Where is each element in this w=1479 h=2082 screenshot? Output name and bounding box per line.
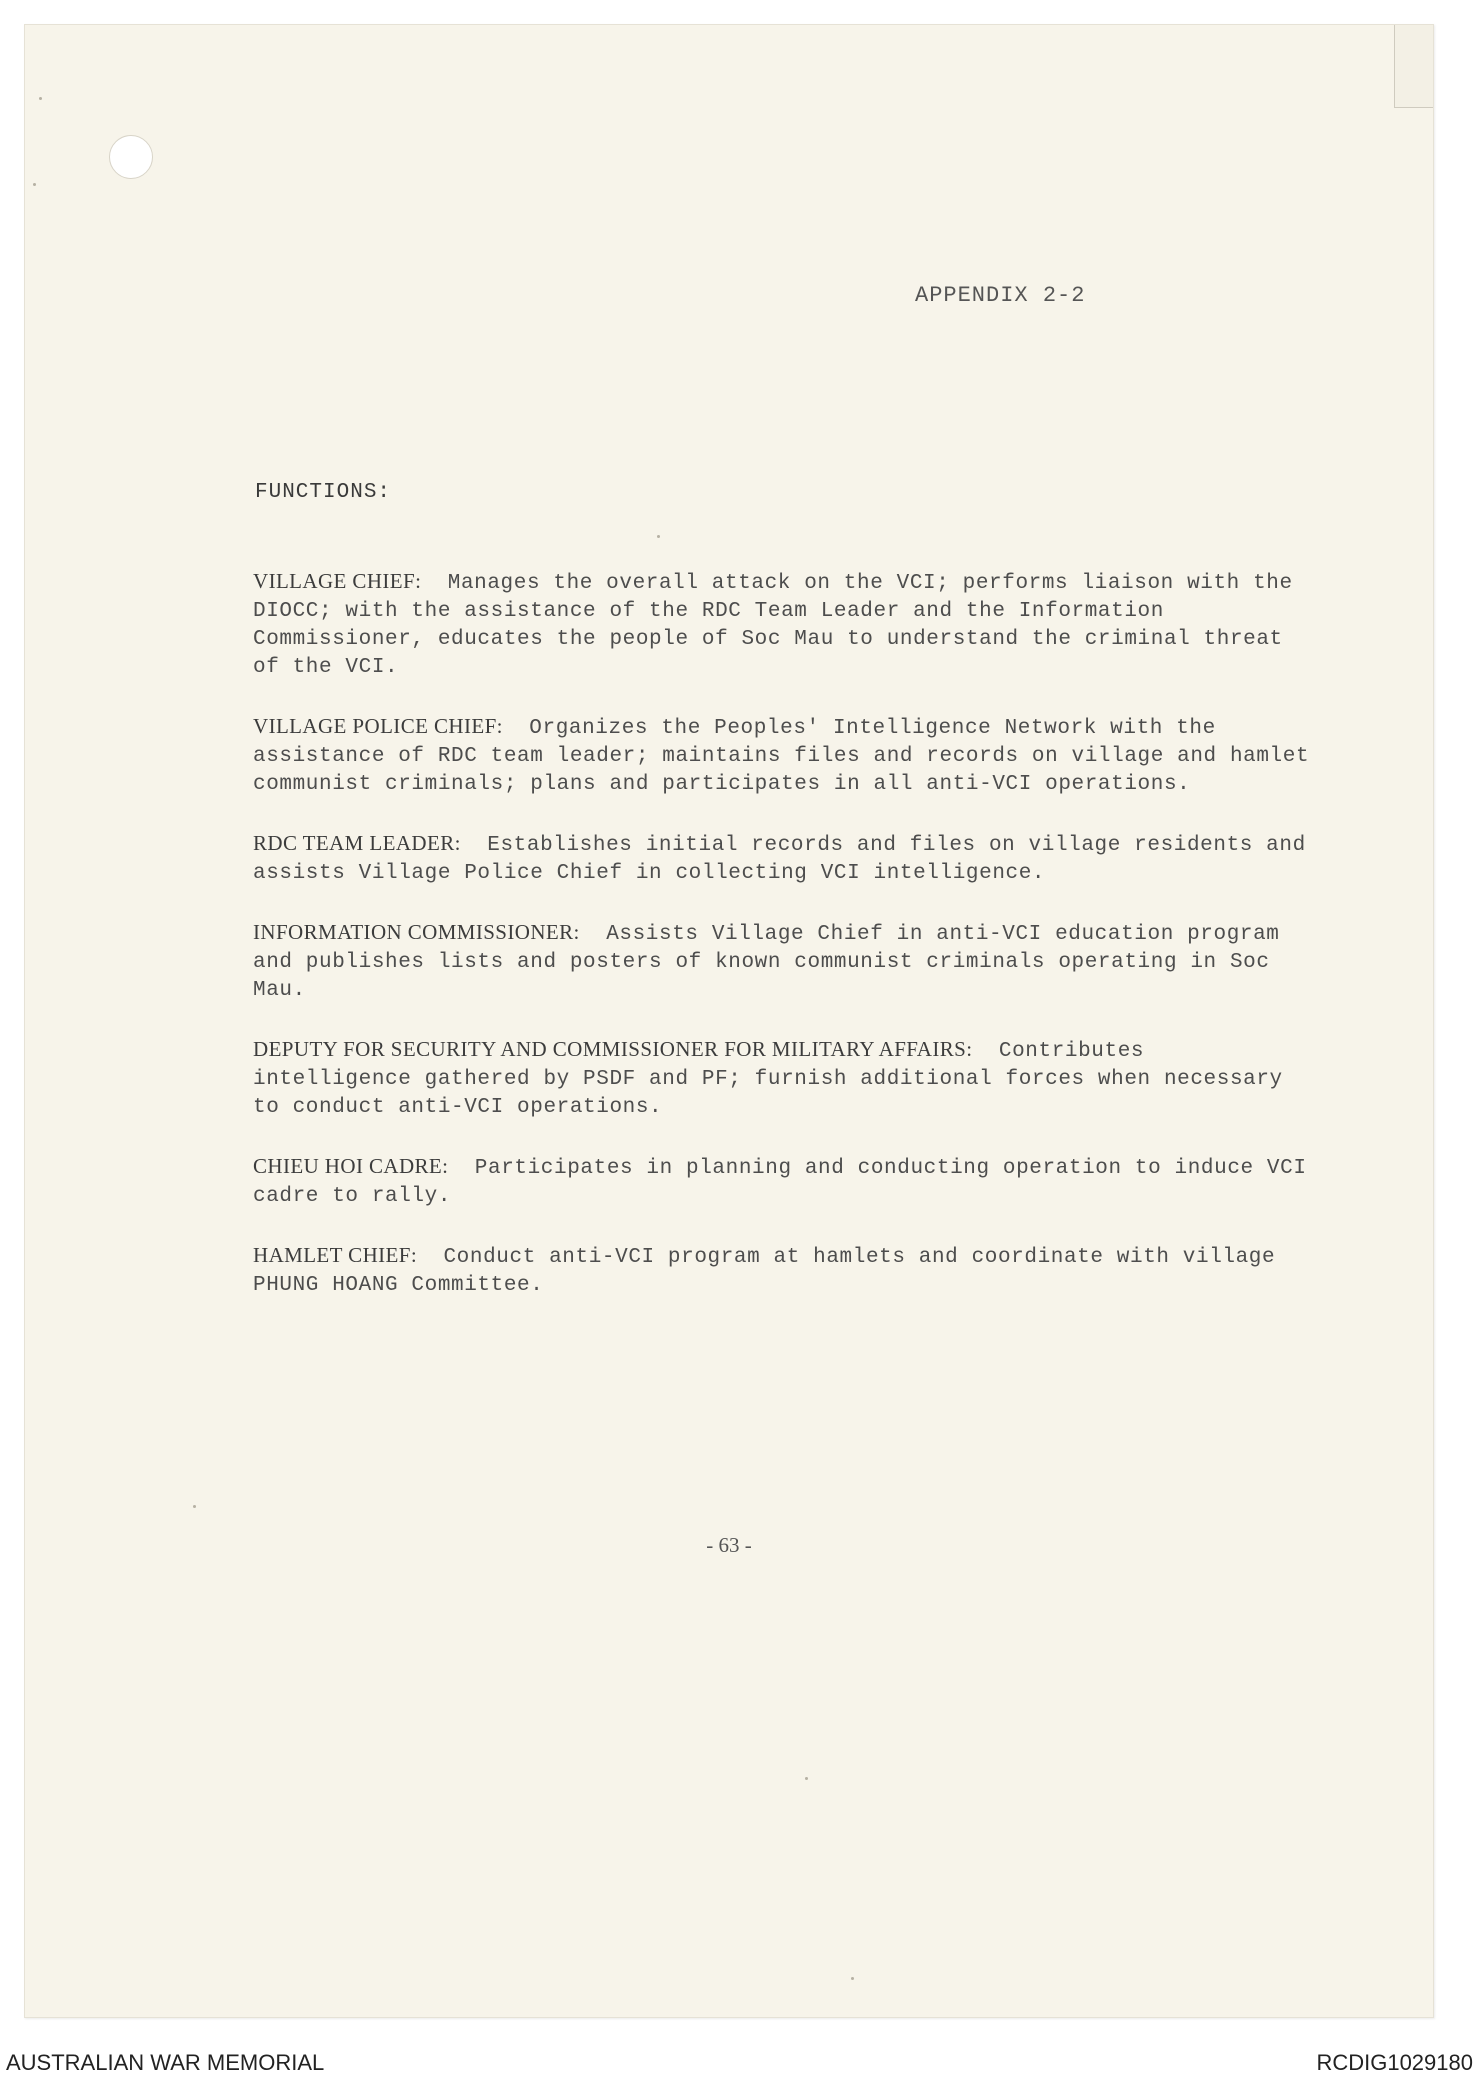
entry-title: INFORMATION COMMISSIONER:: [253, 920, 580, 944]
entry-title: VILLAGE CHIEF:: [253, 569, 422, 593]
function-entry-village-police-chief: [253, 712, 1313, 799]
function-entry-rdc-team-leader: [253, 829, 1313, 888]
function-entry-chieu-hoi-cadre: [253, 1152, 1313, 1211]
paper-speck: [193, 1505, 196, 1508]
archive-reference-id: RCDIG1029180: [1316, 2050, 1473, 2075]
entry-title: DEPUTY FOR SECURITY AND COMMISSIONER FOR MILITARY AFFAIRS:: [253, 1037, 973, 1061]
archive-credit: AUSTRALIAN WAR MEMORIAL: [6, 2050, 325, 2075]
entry-text: Conduct anti-VCI program at hamlets and coordinate with village PHUNG HOANG Committee.: [253, 1246, 1276, 1297]
paper-speck: [851, 1977, 854, 1980]
entry-text: Contributes intelligence gathered by PSDF and PF; furnish additional forces when necessary to conduct anti-VCI operations.: [253, 1040, 1283, 1119]
appendix-label: APPENDIX 2-2: [915, 283, 1086, 308]
functions-heading: FUNCTIONS:: [255, 481, 392, 504]
entry-title: CHIEU HOI CADRE:: [253, 1154, 449, 1178]
document-page: [24, 24, 1434, 2018]
entry-text: Assists Village Chief in anti-VCI education program and publishes lists and posters of known communist criminals operating in Soc Mau.: [253, 923, 1280, 1002]
function-entry-hamlet-chief: [253, 1241, 1313, 1300]
paper-speck: [39, 97, 42, 100]
punch-hole: [109, 135, 153, 179]
paper-speck: [657, 535, 660, 538]
entry-title: HAMLET CHIEF:: [253, 1243, 418, 1267]
entry-text: Organizes the Peoples' Intelligence Network with the assistance of RDC team leader; maintains files and records on village and hamlet communist criminals; plans and participates in all anti-VCI operations.: [253, 717, 1310, 796]
entry-title: RDC TEAM LEADER:: [253, 831, 461, 855]
functions-list: [253, 567, 1313, 1330]
function-entry-deputy-for-security: [253, 1035, 1313, 1122]
paper-speck: [33, 183, 36, 186]
page-number: - 63 -: [706, 1533, 752, 1557]
paper-speck: [805, 1777, 808, 1780]
entry-text: Participates in planning and conducting operation to induce VCI cadre to rally.: [253, 1157, 1307, 1208]
entry-title: VILLAGE POLICE CHIEF:: [253, 714, 503, 738]
function-entry-information-commissioner: [253, 918, 1313, 1005]
function-entry-village-chief: [253, 567, 1313, 682]
entry-text: Manages the overall attack on the VCI; performs liaison with the DIOCC; with the assistance of the RDC Team Leader and the Information Commissioner, educates the people of Soc Mau to understand the criminal threat of the VCI.: [253, 572, 1293, 679]
page-edge-tab: [1394, 25, 1433, 108]
entry-text: Establishes initial records and files on village residents and assists Village Police Chief in collecting VCI intelligence.: [253, 834, 1306, 885]
